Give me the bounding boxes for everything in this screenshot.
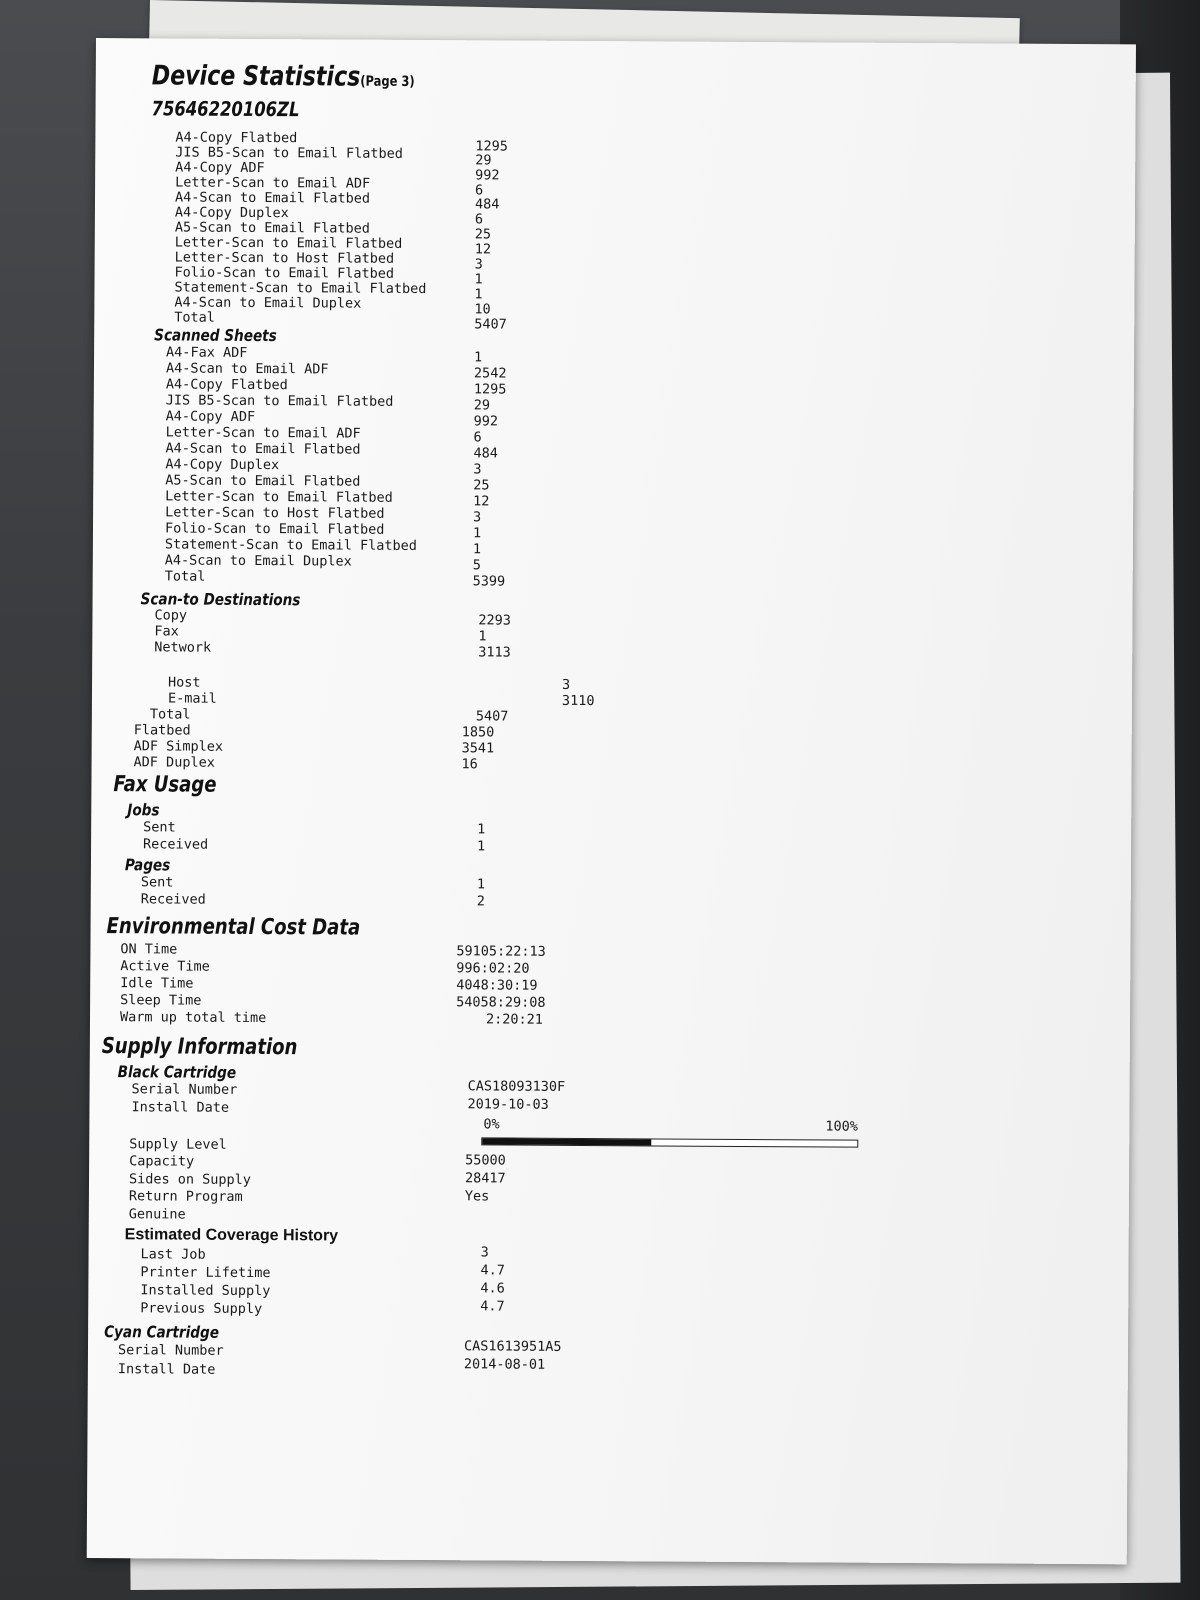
- sheets-row-label: Letter-Scan to Host Flatbed: [165, 504, 385, 522]
- supply-heading: Supply Information: [101, 1034, 298, 1061]
- sheets-row-value: 6: [473, 429, 482, 446]
- sheets-row-value: 3: [473, 461, 482, 478]
- sheets-row-value: 1: [472, 541, 482, 558]
- scan-total-value: 16: [461, 756, 478, 773]
- faces-row-label: Letter-Scan to Email ADF: [175, 174, 371, 192]
- scan-destinations-heading: Scan-to Destinations: [140, 589, 301, 610]
- sheets-row-value: 12: [473, 493, 490, 510]
- sheets-row-label: Letter-Scan to Email Flatbed: [165, 488, 393, 506]
- faces-row-label: A4-Copy Duplex: [174, 204, 289, 222]
- supply-level-fill: [482, 1138, 651, 1145]
- cyan-install-label: Install Date: [117, 1361, 216, 1378]
- black-install-label: Install Date: [131, 1099, 230, 1116]
- env-label: Sleep Time: [120, 992, 202, 1009]
- sheets-row-value: 992: [473, 413, 499, 430]
- env-value: 59105:22:13: [456, 943, 546, 960]
- network-label: E-mail: [167, 690, 217, 707]
- cyan-install-value: 2014-08-01: [463, 1356, 546, 1373]
- env-label: Active Time: [120, 958, 210, 975]
- fax-pages-label: Sent: [140, 874, 174, 891]
- coverage-heading: Estimated Coverage History: [124, 1226, 339, 1245]
- report-page: [87, 38, 1136, 1564]
- scan-total-label: Flatbed: [133, 722, 191, 739]
- coverage-value: 4.7: [480, 1262, 505, 1279]
- faces-row-label: Total: [174, 309, 215, 326]
- scan-total-value: 5407: [475, 708, 509, 725]
- sheets-row-value: 29: [473, 397, 491, 414]
- sheets-row-value: 1: [474, 349, 483, 366]
- faces-row-label: A4-Copy Flatbed: [175, 129, 298, 147]
- faces-row-value: 10: [474, 301, 491, 318]
- faces-row-label: Letter-Scan to Email Flatbed: [174, 234, 403, 252]
- scanned-sheets-heading: Scanned Sheets: [154, 325, 277, 346]
- faces-row-label: JIS B5-Scan to Email Flatbed: [175, 144, 403, 162]
- coverage-value: 4.7: [480, 1298, 505, 1315]
- sheets-row-value: 484: [473, 445, 498, 462]
- sheets-row-value: 3: [473, 509, 482, 526]
- destination-label: Fax: [154, 623, 179, 640]
- env-label: Warm up total time: [119, 1009, 267, 1027]
- coverage-value: 3: [480, 1244, 489, 1261]
- sheets-row-label: Letter-Scan to Email ADF: [165, 424, 361, 442]
- sheets-row-value: 1: [472, 525, 482, 542]
- return-label: Return Program: [128, 1188, 243, 1205]
- fax-pages-heading: Pages: [124, 855, 171, 875]
- destination-value: 2293: [478, 612, 512, 629]
- coverage-label: Installed Supply: [140, 1282, 271, 1300]
- sheets-row-label: A4-Scan to Email ADF: [165, 360, 329, 378]
- genuine-label: Genuine: [128, 1206, 186, 1223]
- scan-total-label: ADF Simplex: [133, 738, 224, 755]
- black-install-value: 2019-10-03: [467, 1096, 549, 1113]
- destination-label: Copy: [154, 607, 188, 624]
- report-title-text: Device Statistics: [151, 60, 361, 93]
- fax-jobs-label: Received: [143, 836, 209, 853]
- cyan-cartridge-heading: Cyan Cartridge: [104, 1322, 220, 1342]
- coverage-label: Previous Supply: [140, 1300, 263, 1318]
- capacity-value: 55000: [465, 1152, 506, 1169]
- faces-row-label: A5-Scan to Email Flatbed: [174, 219, 370, 237]
- supply-scale-min: 0%: [483, 1116, 500, 1133]
- faces-row-label: A4-Scan to Email Flatbed: [174, 189, 371, 207]
- coverage-label: Last Job: [140, 1246, 206, 1263]
- capacity-label: Capacity: [129, 1153, 195, 1170]
- faces-row-value: 29: [475, 152, 492, 169]
- supply-level-label: Supply Level: [129, 1136, 227, 1153]
- fax-pages-label: Received: [140, 891, 206, 908]
- scan-total-value: 3541: [461, 740, 495, 757]
- env-value: 4048:30:19: [456, 977, 538, 994]
- sheets-row-label: A4-Scan to Email Flatbed: [165, 440, 361, 458]
- fax-jobs-heading: Jobs: [127, 800, 160, 820]
- sheets-row-label: A4-Scan to Email Duplex: [164, 552, 352, 570]
- faces-row-value: 1: [474, 286, 483, 303]
- faces-row-value: 992: [475, 167, 500, 184]
- faces-row-label: Letter-Scan to Host Flatbed: [174, 249, 395, 267]
- faces-row-value: 6: [474, 211, 484, 228]
- sheets-row-label: Statement-Scan to Email Flatbed: [164, 536, 417, 554]
- fax-jobs-label: Sent: [143, 819, 176, 836]
- env-value: 996:02:20: [456, 960, 530, 977]
- fax-jobs-value: 1: [477, 821, 486, 838]
- sheets-row-value: 2542: [473, 365, 507, 382]
- return-value: Yes: [464, 1188, 490, 1205]
- report-content: [87, 38, 1136, 1564]
- environmental-heading: Environmental Cost Data: [106, 914, 361, 941]
- fax-jobs-value: 1: [477, 838, 486, 855]
- fax-pages-value: 2: [476, 893, 485, 910]
- faces-row-value: 1295: [475, 138, 508, 155]
- black-serial-value: CAS18093130F: [467, 1078, 566, 1095]
- faces-row-value: 1: [474, 271, 483, 288]
- scan-total-label: ADF Duplex: [133, 754, 215, 771]
- destination-value: 1: [478, 628, 487, 645]
- sheets-row-value: 25: [473, 477, 490, 494]
- env-value: 2:20:21: [485, 1011, 543, 1028]
- scan-total-label: Total: [149, 706, 191, 723]
- faces-row-value: 3: [474, 256, 483, 273]
- sheets-row-label: A4-Copy ADF: [165, 408, 256, 425]
- fax-pages-value: 1: [476, 876, 486, 893]
- env-label: ON Time: [120, 941, 178, 958]
- destination-label: Network: [154, 639, 212, 656]
- network-value: 3: [562, 676, 571, 693]
- env-label: Idle Time: [120, 975, 194, 992]
- cyan-serial-label: Serial Number: [117, 1342, 224, 1359]
- supply-level-bar: [481, 1137, 858, 1147]
- cyan-serial-value: CAS1613951A5: [463, 1338, 562, 1355]
- sheets-row-label: A5-Scan to Email Flatbed: [165, 472, 361, 490]
- sheets-row-label: JIS B5-Scan to Email Flatbed: [165, 392, 394, 410]
- report-page-number: (Page 3): [360, 73, 415, 90]
- black-cartridge-heading: Black Cartridge: [117, 1062, 237, 1082]
- sheets-row-label: A4-Copy Duplex: [165, 456, 280, 474]
- sheets-row-value: 5399: [472, 573, 506, 590]
- faces-row-label: Folio-Scan to Email Flatbed: [174, 264, 395, 282]
- faces-row-value: 484: [474, 196, 500, 213]
- faces-row-value: 25: [474, 226, 492, 243]
- faces-row-label: Statement-Scan to Email Flatbed: [174, 279, 427, 298]
- destination-value: 3113: [478, 644, 511, 661]
- network-value: 3110: [561, 692, 595, 710]
- scan-total-value: 1850: [461, 724, 495, 741]
- coverage-label: Printer Lifetime: [140, 1264, 271, 1282]
- faces-row-value: 5407: [474, 316, 507, 333]
- network-label: Host: [168, 674, 201, 691]
- faces-row-value: 12: [474, 241, 492, 258]
- env-value: 54058:29:08: [456, 994, 546, 1011]
- sheets-row-label: Folio-Scan to Email Flatbed: [164, 520, 385, 538]
- black-serial-label: Serial Number: [131, 1081, 238, 1098]
- sheets-row-label: A4-Copy Flatbed: [165, 376, 288, 394]
- sheets-row-value: 1295: [473, 381, 507, 398]
- supply-scale-max: 100%: [825, 1118, 858, 1135]
- sides-value: 28417: [464, 1170, 506, 1187]
- sides-label: Sides on Supply: [128, 1171, 251, 1188]
- sheets-row-label: A4-Fax ADF: [166, 344, 248, 361]
- device-serial: 75646220106ZL: [151, 96, 300, 122]
- sheets-row-value: 5: [472, 557, 481, 574]
- fax-usage-heading: Fax Usage: [113, 772, 217, 798]
- faces-row-label: A4-Copy ADF: [175, 159, 265, 177]
- faces-row-label: A4-Scan to Email Duplex: [174, 294, 362, 312]
- coverage-value: 4.6: [480, 1280, 505, 1297]
- faces-row-value: 6: [475, 182, 484, 199]
- sheets-row-label: Total: [164, 568, 206, 585]
- report-title: [152, 60, 415, 93]
